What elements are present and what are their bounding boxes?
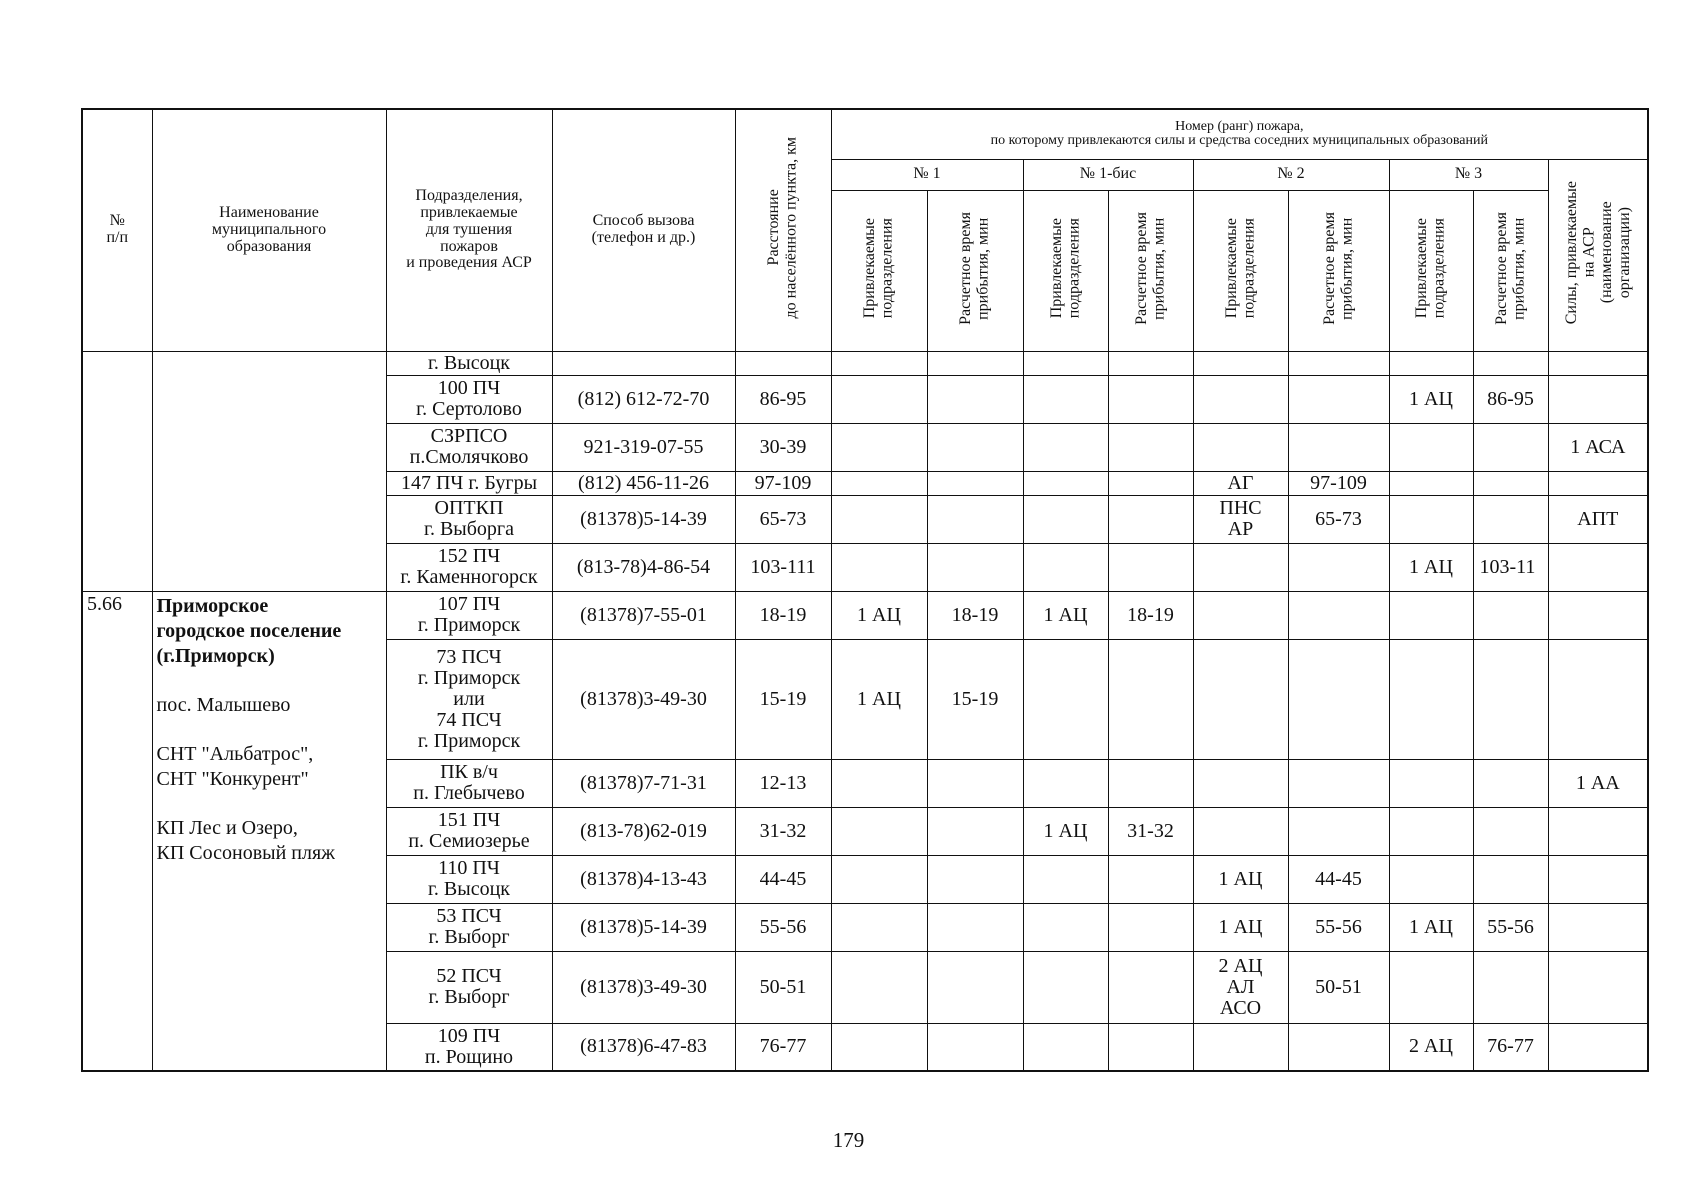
cell-rank3-units <box>1389 951 1473 1023</box>
cell-rank3-units <box>1389 807 1473 855</box>
cell-rank3-time <box>1473 807 1548 855</box>
cell-rank2-time <box>1288 543 1389 591</box>
cell-rank3-units: 2 АЦ <box>1389 1023 1473 1071</box>
cell-rank1bis-units: 1 АЦ <box>1023 807 1108 855</box>
cell-rank2-units: 1 АЦ <box>1193 903 1288 951</box>
header-call-method: Способ вызова (телефон и др.) <box>552 109 735 351</box>
cell-phone <box>552 351 735 375</box>
cell-rank3-units <box>1389 495 1473 543</box>
cell-rank1-time: 15-19 <box>927 639 1023 759</box>
cell-rank1-units <box>831 495 927 543</box>
cell-rank1bis-units <box>1023 759 1108 807</box>
table-row <box>82 591 1648 639</box>
header-rank-2: № 2 <box>1193 159 1389 190</box>
header-rank1-units: Привлекаемые подразделения <box>831 190 927 351</box>
cell-distance: 55-56 <box>735 903 831 951</box>
cell-rank1bis-units <box>1023 903 1108 951</box>
cell-rank3-time: 76-77 <box>1473 1023 1548 1071</box>
cell-asr-forces <box>1548 903 1648 951</box>
header-distance: Расстояние до населённого пункта, км <box>735 109 831 351</box>
cell-rank2-units <box>1193 1023 1288 1071</box>
table-row <box>82 351 1648 375</box>
header-municipality: Наименование муниципального образования <box>152 109 386 351</box>
municipality-name-line: городское поселение <box>156 619 342 642</box>
cell-rank1-units <box>831 1023 927 1071</box>
settlement-line: СНТ "Конкурент" <box>156 767 309 790</box>
cell-distance: 30-39 <box>735 423 831 471</box>
cell-rank1-time <box>927 471 1023 495</box>
municipality-name-line: (г.Приморск) <box>156 644 275 667</box>
cell-rank2-time <box>1288 591 1389 639</box>
cell-rank2-units: ПНС АР <box>1193 495 1288 543</box>
cell-rank1-units <box>831 951 927 1023</box>
cell-asr-forces <box>1548 1023 1648 1071</box>
fire-forces-table <box>81 108 1649 1072</box>
cell-rank1bis-time <box>1108 1023 1193 1071</box>
cell-rank1-units <box>831 855 927 903</box>
cell-rank3-units <box>1389 351 1473 375</box>
cell-rank2-time <box>1288 639 1389 759</box>
cell-rank1bis-time <box>1108 903 1193 951</box>
cell-rank1-units <box>831 903 927 951</box>
cell-unit: 100 ПЧ г. Сертолово <box>386 375 552 423</box>
cell-unit: 107 ПЧ г. Приморск <box>386 591 552 639</box>
cell-asr-forces <box>1548 543 1648 591</box>
cell-phone: 921-319-07-55 <box>552 423 735 471</box>
cell-rank2-units <box>1193 351 1288 375</box>
cell-rank1bis-units <box>1023 951 1108 1023</box>
cell-rank1-units <box>831 759 927 807</box>
cell-rank2-time <box>1288 423 1389 471</box>
header-rank1bis-time: Расчетное время прибытия, мин <box>1108 190 1193 351</box>
cell-unit: 152 ПЧ г. Каменногорск <box>386 543 552 591</box>
cell-distance: 44-45 <box>735 855 831 903</box>
cell-rank1-time <box>927 855 1023 903</box>
settlement-line: КП Сосоновый пляж <box>156 841 335 864</box>
cell-rank3-time: 55-56 <box>1473 903 1548 951</box>
cell-distance: 97-109 <box>735 471 831 495</box>
cell-unit: 53 ПСЧ г. Выборг <box>386 903 552 951</box>
cell-asr-forces: 1 АСА <box>1548 423 1648 471</box>
cell-unit: ПК в/ч п. Глебычево <box>386 759 552 807</box>
cell-rank3-units <box>1389 471 1473 495</box>
cell-rank1bis-time <box>1108 423 1193 471</box>
cell-rank2-units <box>1193 807 1288 855</box>
header-asr-forces: Силы, привлекаемые на АСР (наименование организации) <box>1548 159 1648 351</box>
cell-rank1bis-time <box>1108 855 1193 903</box>
cell-rank1-units <box>831 471 927 495</box>
cell-rank3-units: 1 АЦ <box>1389 903 1473 951</box>
cell-rank2-units <box>1193 375 1288 423</box>
cell-unit: ОПТКП г. Выборга <box>386 495 552 543</box>
cell-distance: 31-32 <box>735 807 831 855</box>
cell-rank1-time <box>927 495 1023 543</box>
page-number: 179 <box>832 1128 865 1152</box>
cell-asr-forces <box>1548 471 1648 495</box>
cell-asr-forces <box>1548 951 1648 1023</box>
cell-rank1-units: 1 АЦ <box>831 639 927 759</box>
header-rank2-units: Привлекаемые подразделения <box>1193 190 1288 351</box>
header-num: № п/п <box>82 109 152 351</box>
cell-rank2-time <box>1288 375 1389 423</box>
cell-rank2-time: 44-45 <box>1288 855 1389 903</box>
cell-rank3-units <box>1389 759 1473 807</box>
cell-rank1-units: 1 АЦ <box>831 591 927 639</box>
header-rank3-units: Привлекаемые подразделения <box>1389 190 1473 351</box>
cell-rank1-units <box>831 807 927 855</box>
cell-unit: 110 ПЧ г. Высоцк <box>386 855 552 903</box>
cell-rank1-time: 18-19 <box>927 591 1023 639</box>
cell-rank1bis-time: 31-32 <box>1108 807 1193 855</box>
cell-rank3-units <box>1389 855 1473 903</box>
cell-asr-forces: АПТ <box>1548 495 1648 543</box>
cell-phone: (812) 456-11-26 <box>552 471 735 495</box>
settlement-line: пос. Малышево <box>156 693 291 716</box>
cell-phone: (813-78)62-019 <box>552 807 735 855</box>
cell-distance: 103-111 <box>735 543 831 591</box>
cell-rank3-time <box>1473 495 1548 543</box>
cell-rank1bis-units <box>1023 375 1108 423</box>
cell-rank3-time <box>1473 351 1548 375</box>
section-municipality <box>152 591 386 1071</box>
cell-unit: 147 ПЧ г. Бугры <box>386 471 552 495</box>
cell-rank1bis-time <box>1108 471 1193 495</box>
cell-rank1-time <box>927 807 1023 855</box>
header-fire-rank: Номер (ранг) пожара, по которому привлекаются силы и средства соседних муниципальных образований <box>831 109 1648 159</box>
cell-num-empty <box>82 351 152 591</box>
cell-phone: (813-78)4-86-54 <box>552 543 735 591</box>
cell-distance: 50-51 <box>735 951 831 1023</box>
cell-unit: 52 ПСЧ г. Выборг <box>386 951 552 1023</box>
cell-rank3-time: 103-11 <box>1473 543 1548 591</box>
cell-rank2-units <box>1193 591 1288 639</box>
cell-rank3-time <box>1473 423 1548 471</box>
cell-asr-forces <box>1548 351 1648 375</box>
cell-rank2-time: 97-109 <box>1288 471 1389 495</box>
cell-phone: (81378)3-49-30 <box>552 639 735 759</box>
cell-rank2-units: АГ <box>1193 471 1288 495</box>
cell-rank2-units <box>1193 759 1288 807</box>
cell-asr-forces: 1 АА <box>1548 759 1648 807</box>
cell-rank1bis-units <box>1023 471 1108 495</box>
cell-rank3-units: 1 АЦ <box>1389 543 1473 591</box>
cell-rank1bis-units <box>1023 423 1108 471</box>
cell-phone: (81378)3-49-30 <box>552 951 735 1023</box>
cell-rank1bis-time <box>1108 639 1193 759</box>
cell-unit: СЗРПСО п.Смолячково <box>386 423 552 471</box>
cell-distance: 76-77 <box>735 1023 831 1071</box>
header-units: Подразделения, привлекаемые для тушения пожаров и проведения АСР <box>386 109 552 351</box>
cell-rank3-units: 1 АЦ <box>1389 375 1473 423</box>
cell-rank1bis-units <box>1023 495 1108 543</box>
cell-rank1-time <box>927 423 1023 471</box>
cell-rank2-time: 65-73 <box>1288 495 1389 543</box>
settlement-line: КП Лес и Озеро, <box>156 816 298 839</box>
cell-municipality-empty <box>152 351 386 591</box>
municipality-name-line: Приморское <box>156 594 269 617</box>
settlement-line: СНТ "Альбатрос", <box>156 742 314 765</box>
cell-rank1-time <box>927 375 1023 423</box>
cell-rank3-time <box>1473 951 1548 1023</box>
cell-rank3-time: 86-95 <box>1473 375 1548 423</box>
cell-rank3-time <box>1473 639 1548 759</box>
cell-rank1-time <box>927 759 1023 807</box>
cell-rank1bis-time <box>1108 495 1193 543</box>
cell-rank1-time <box>927 1023 1023 1071</box>
cell-rank1-units <box>831 351 927 375</box>
cell-rank1bis-time <box>1108 543 1193 591</box>
cell-rank1bis-time <box>1108 759 1193 807</box>
cell-rank1-time <box>927 351 1023 375</box>
cell-rank1bis-units: 1 АЦ <box>1023 591 1108 639</box>
cell-asr-forces <box>1548 591 1648 639</box>
cell-unit: 73 ПСЧ г. Приморск или 74 ПСЧ г. Приморск <box>386 639 552 759</box>
cell-unit: г. Высоцк <box>386 351 552 375</box>
cell-asr-forces <box>1548 375 1648 423</box>
cell-rank3-time <box>1473 759 1548 807</box>
cell-rank2-units <box>1193 639 1288 759</box>
cell-rank2-time <box>1288 351 1389 375</box>
cell-distance: 65-73 <box>735 495 831 543</box>
cell-rank1-time <box>927 951 1023 1023</box>
cell-rank1-time <box>927 543 1023 591</box>
cell-rank1bis-units <box>1023 543 1108 591</box>
cell-rank1bis-units <box>1023 639 1108 759</box>
cell-phone: (81378)6-47-83 <box>552 1023 735 1071</box>
cell-unit: 109 ПЧ п. Рощино <box>386 1023 552 1071</box>
cell-rank3-time <box>1473 855 1548 903</box>
cell-phone: (81378)5-14-39 <box>552 903 735 951</box>
cell-rank2-units <box>1193 543 1288 591</box>
header-rank-3: № 3 <box>1389 159 1548 190</box>
cell-rank3-time <box>1473 591 1548 639</box>
section-number: 5.66 <box>82 591 152 1071</box>
header-rank3-time: Расчетное время прибытия, мин <box>1473 190 1548 351</box>
cell-rank1bis-time <box>1108 351 1193 375</box>
cell-rank2-time: 55-56 <box>1288 903 1389 951</box>
header-rank1bis-units: Привлекаемые подразделения <box>1023 190 1108 351</box>
cell-rank3-units <box>1389 423 1473 471</box>
cell-rank1bis-time <box>1108 375 1193 423</box>
cell-rank1bis-units <box>1023 351 1108 375</box>
cell-rank3-units <box>1389 591 1473 639</box>
cell-rank2-time <box>1288 1023 1389 1071</box>
cell-phone: (81378)7-55-01 <box>552 591 735 639</box>
cell-rank1-units <box>831 423 927 471</box>
cell-asr-forces <box>1548 639 1648 759</box>
cell-phone: (81378)5-14-39 <box>552 495 735 543</box>
cell-rank1bis-time: 18-19 <box>1108 591 1193 639</box>
cell-phone: (81378)4-13-43 <box>552 855 735 903</box>
cell-rank1-time <box>927 903 1023 951</box>
cell-rank2-units: 2 АЦ АЛ АСО <box>1193 951 1288 1023</box>
cell-rank1-units <box>831 543 927 591</box>
cell-rank1-units <box>831 375 927 423</box>
cell-distance <box>735 351 831 375</box>
cell-rank3-time <box>1473 471 1548 495</box>
cell-phone: (812) 612-72-70 <box>552 375 735 423</box>
cell-rank2-time: 50-51 <box>1288 951 1389 1023</box>
cell-phone: (81378)7-71-31 <box>552 759 735 807</box>
cell-distance: 18-19 <box>735 591 831 639</box>
header-rank2-time: Расчетное время прибытия, мин <box>1288 190 1389 351</box>
cell-distance: 12-13 <box>735 759 831 807</box>
cell-distance: 15-19 <box>735 639 831 759</box>
header-rank-1: № 1 <box>831 159 1023 190</box>
cell-rank2-units <box>1193 423 1288 471</box>
cell-asr-forces <box>1548 807 1648 855</box>
cell-rank1bis-units <box>1023 1023 1108 1071</box>
cell-asr-forces <box>1548 855 1648 903</box>
header-rank-1bis: № 1-бис <box>1023 159 1193 190</box>
cell-rank2-time <box>1288 807 1389 855</box>
cell-rank2-time <box>1288 759 1389 807</box>
header-rank1-time: Расчетное время прибытия, мин <box>927 190 1023 351</box>
cell-rank1bis-units <box>1023 855 1108 903</box>
cell-distance: 86-95 <box>735 375 831 423</box>
cell-unit: 151 ПЧ п. Семиозерье <box>386 807 552 855</box>
cell-rank2-units: 1 АЦ <box>1193 855 1288 903</box>
cell-rank1bis-time <box>1108 951 1193 1023</box>
cell-rank3-units <box>1389 639 1473 759</box>
